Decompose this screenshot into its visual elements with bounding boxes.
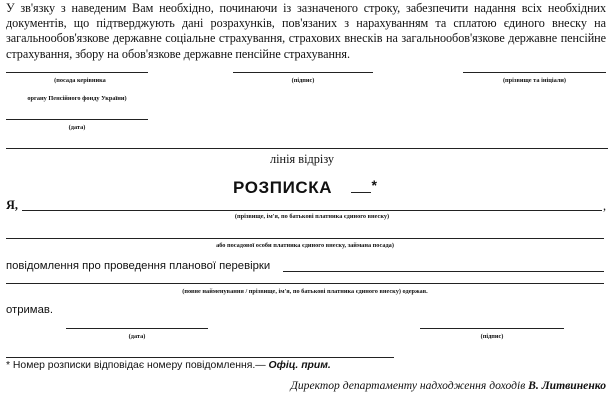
footnote-text: * Номер розписки відповідає номеру повідомлення.— xyxy=(6,360,266,371)
payer-name-comma: , xyxy=(603,199,607,213)
name-caption: (прізвище та ініціали) xyxy=(502,77,567,84)
date-caption: (дата) xyxy=(68,124,86,131)
footnote-separator xyxy=(6,357,394,358)
receipt-signature-caption: (підпис) xyxy=(480,333,504,340)
receipt-footnote-mark: * xyxy=(371,177,378,193)
notice-line xyxy=(283,271,604,272)
receipt-number-blank xyxy=(351,180,371,193)
cut-line-label: лінія відрізу xyxy=(270,152,335,166)
footnote xyxy=(6,360,331,371)
received-label: отримав. xyxy=(6,304,53,316)
signature-line xyxy=(233,72,373,73)
official-line xyxy=(6,238,604,239)
intro-paragraph: У зв'язку з наведеним Вам необхідно, починаючи із зазначеного строку, забезпечити надання всіх необхідних документів, що підтверджують дані розрахунків, пов'язаних з нарахуванням та сплатою єдиного внеску на загальнообов'язкове державне соціальне страхування, страхових внесків на загальнообов'язкове державне пенсійне страхування, збору на обов'язкове державне пенсійне страхування. xyxy=(6,1,606,61)
footnote-emphasis: Офіц. прим. xyxy=(268,360,331,371)
notice-label: повідомлення про проведення планової перевірки xyxy=(6,260,271,272)
date-line xyxy=(6,119,148,120)
position-line xyxy=(6,72,148,73)
full-name-caption: (повне найменування / прізвище, ім'я, по батькові платника єдиного внеску) одержав. xyxy=(182,288,428,295)
i-label: Я, xyxy=(6,198,18,212)
payer-name-caption: (прізвище, ім'я, по батькові платника єдиного внеску) xyxy=(234,213,390,220)
full-name-line xyxy=(6,283,604,284)
position-caption-line1: (посада керівника xyxy=(54,77,106,84)
receipt-date-caption: (дата) xyxy=(128,333,146,340)
receipt-title-text: РОЗПИСКА xyxy=(233,178,333,197)
director-name: В. Литвиненко xyxy=(528,379,606,392)
director-signature xyxy=(290,379,606,392)
cut-line xyxy=(6,148,608,149)
receipt-signature-line xyxy=(420,328,564,329)
receipt-title xyxy=(233,177,378,198)
name-line xyxy=(463,72,606,73)
director-position: Директор департаменту надходження доходів xyxy=(290,379,526,392)
payer-name-line xyxy=(22,210,602,211)
receipt-date-line xyxy=(66,328,208,329)
official-caption: або посадової особи платника єдиного внеску, займана посада) xyxy=(216,242,394,249)
signature-caption: (підпис) xyxy=(291,77,315,84)
position-caption-line2: органу Пенсійного фонду України) xyxy=(27,95,127,102)
